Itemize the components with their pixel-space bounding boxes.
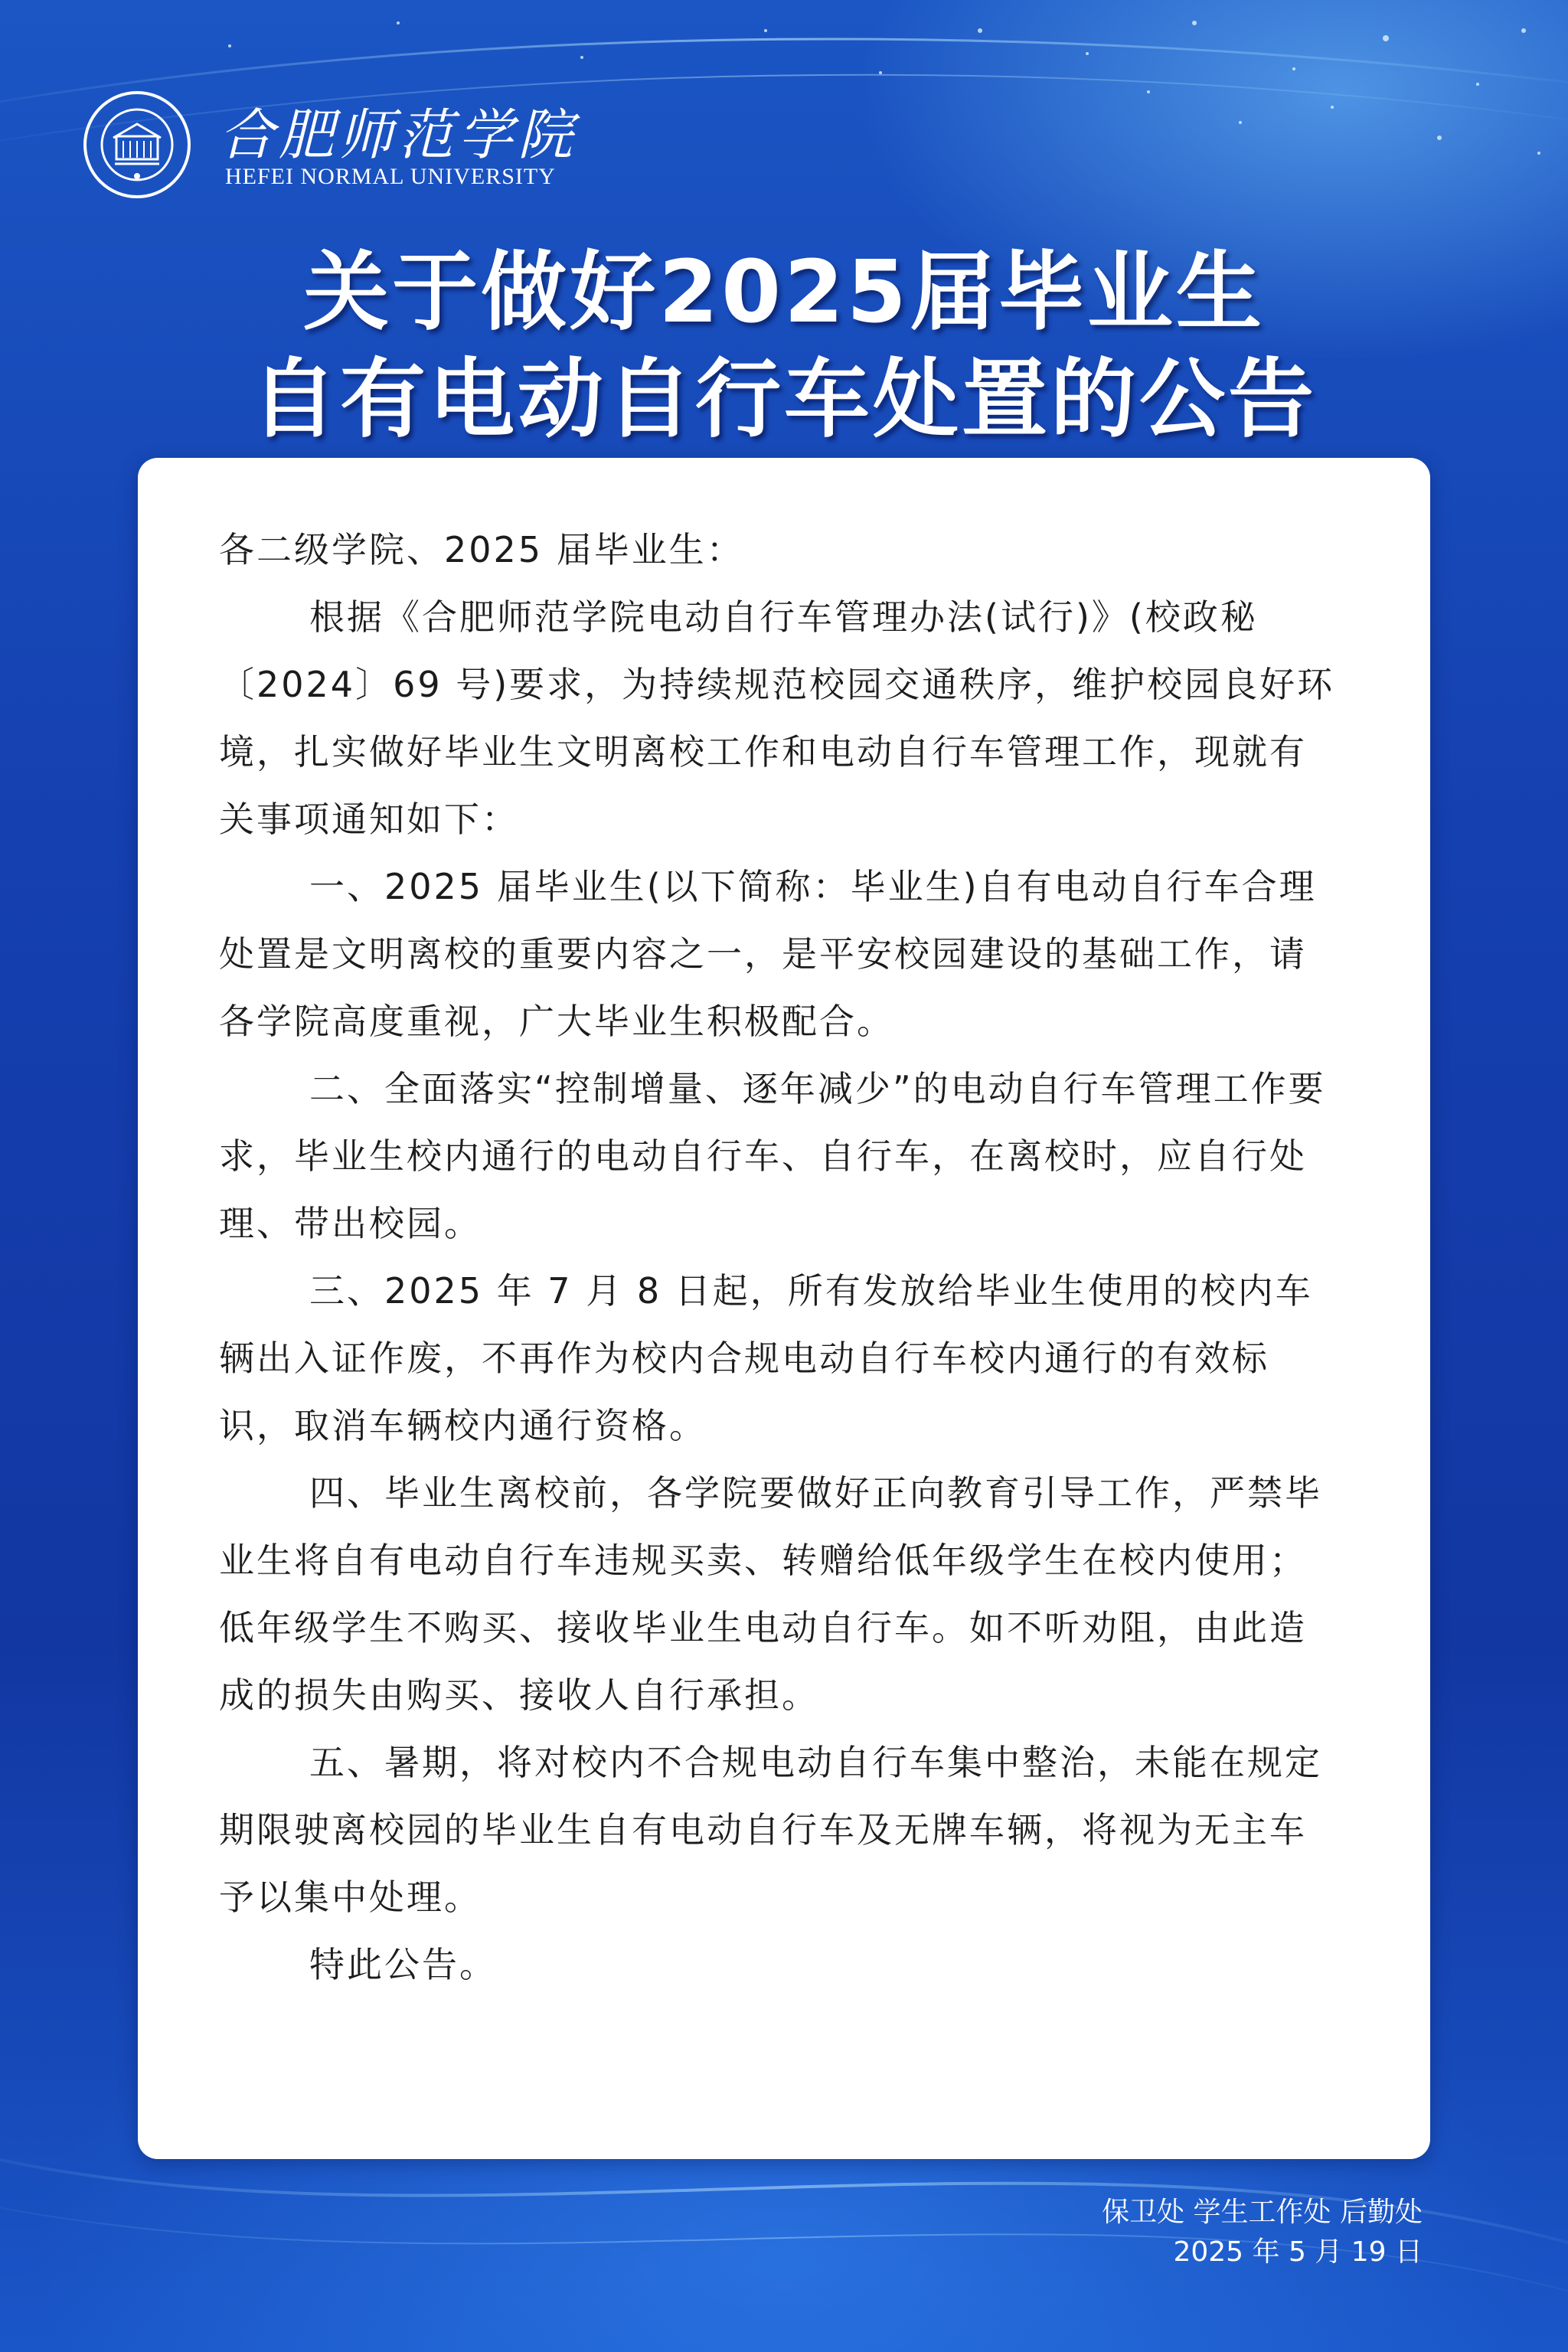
notice-title-line-2: 自有电动自行车处置的公告 [251, 350, 1317, 449]
item-1-paragraph: 一、2025 届毕业生(以下简称：毕业生)自有电动自行车合理处置是文明离校的重要内容之一，是平安校园建设的基础工作，请各学院高度重视，广大毕业生积极配合。 [219, 866, 1317, 1042]
intro-paragraph: 根据《合肥师范学院电动自行车管理办法(试行)》(校政秘〔2024〕69 号)要求，为持续规范校园交通秩序，维护校园良好环境，扎实做好毕业生文明离校工作和电动自行车管理工作，现就有关事项通知如下： [219, 596, 1335, 840]
notice-footer [1102, 2193, 1423, 2272]
item-3-paragraph: 三、2025 年 7 月 8 日起，所有发放给毕业生使用的校内车辆出入证作废，不再作为校内合规电动自行车校内通行的有效标识，取消车辆校内通行资格。 [219, 1270, 1313, 1446]
notice-body [219, 516, 1335, 1998]
item-2-paragraph: 二、全面落实“控制增量、逐年减少”的电动自行车管理工作要求，毕业生校内通行的电动自行车、自行车，在离校时，应自行处理、带出校园。 [219, 1068, 1326, 1244]
university-name-en: HEFEI NORMAL UNIVERSITY [225, 164, 556, 189]
closing-paragraph: 特此公告。 [309, 1944, 497, 1985]
university-header [83, 90, 634, 190]
issuing-departments: 保卫处 学生工作处 后勤处 [1102, 2197, 1423, 2228]
item-5-paragraph: 五、暑期，将对校内不合规电动自行车集中整治，未能在规定期限驶离校园的毕业生自有电动自行车及无牌车辆，将视为无主车予以集中处理。 [219, 1742, 1322, 1918]
issue-date: 2025 年 5 月 19 日 [1173, 2236, 1423, 2268]
notice-title-line-1: 关于做好2025届毕业生 [303, 243, 1265, 342]
notice-card [138, 458, 1430, 2159]
university-seal-icon [83, 90, 191, 199]
item-4-paragraph: 四、毕业生离校前，各学院要做好正向教育引导工作，严禁毕业生将自有电动自行车违规买卖、转赠给低年级学生在校内使用；低年级学生不购买、接收毕业生电动自行车。如不听劝阻，由此造成的损失由购买、接收人自行承担。 [219, 1472, 1322, 1716]
salutation: 各二级学院、2025 届毕业生： [219, 529, 744, 570]
university-name-cn: 合肥师范学院 [219, 103, 578, 167]
